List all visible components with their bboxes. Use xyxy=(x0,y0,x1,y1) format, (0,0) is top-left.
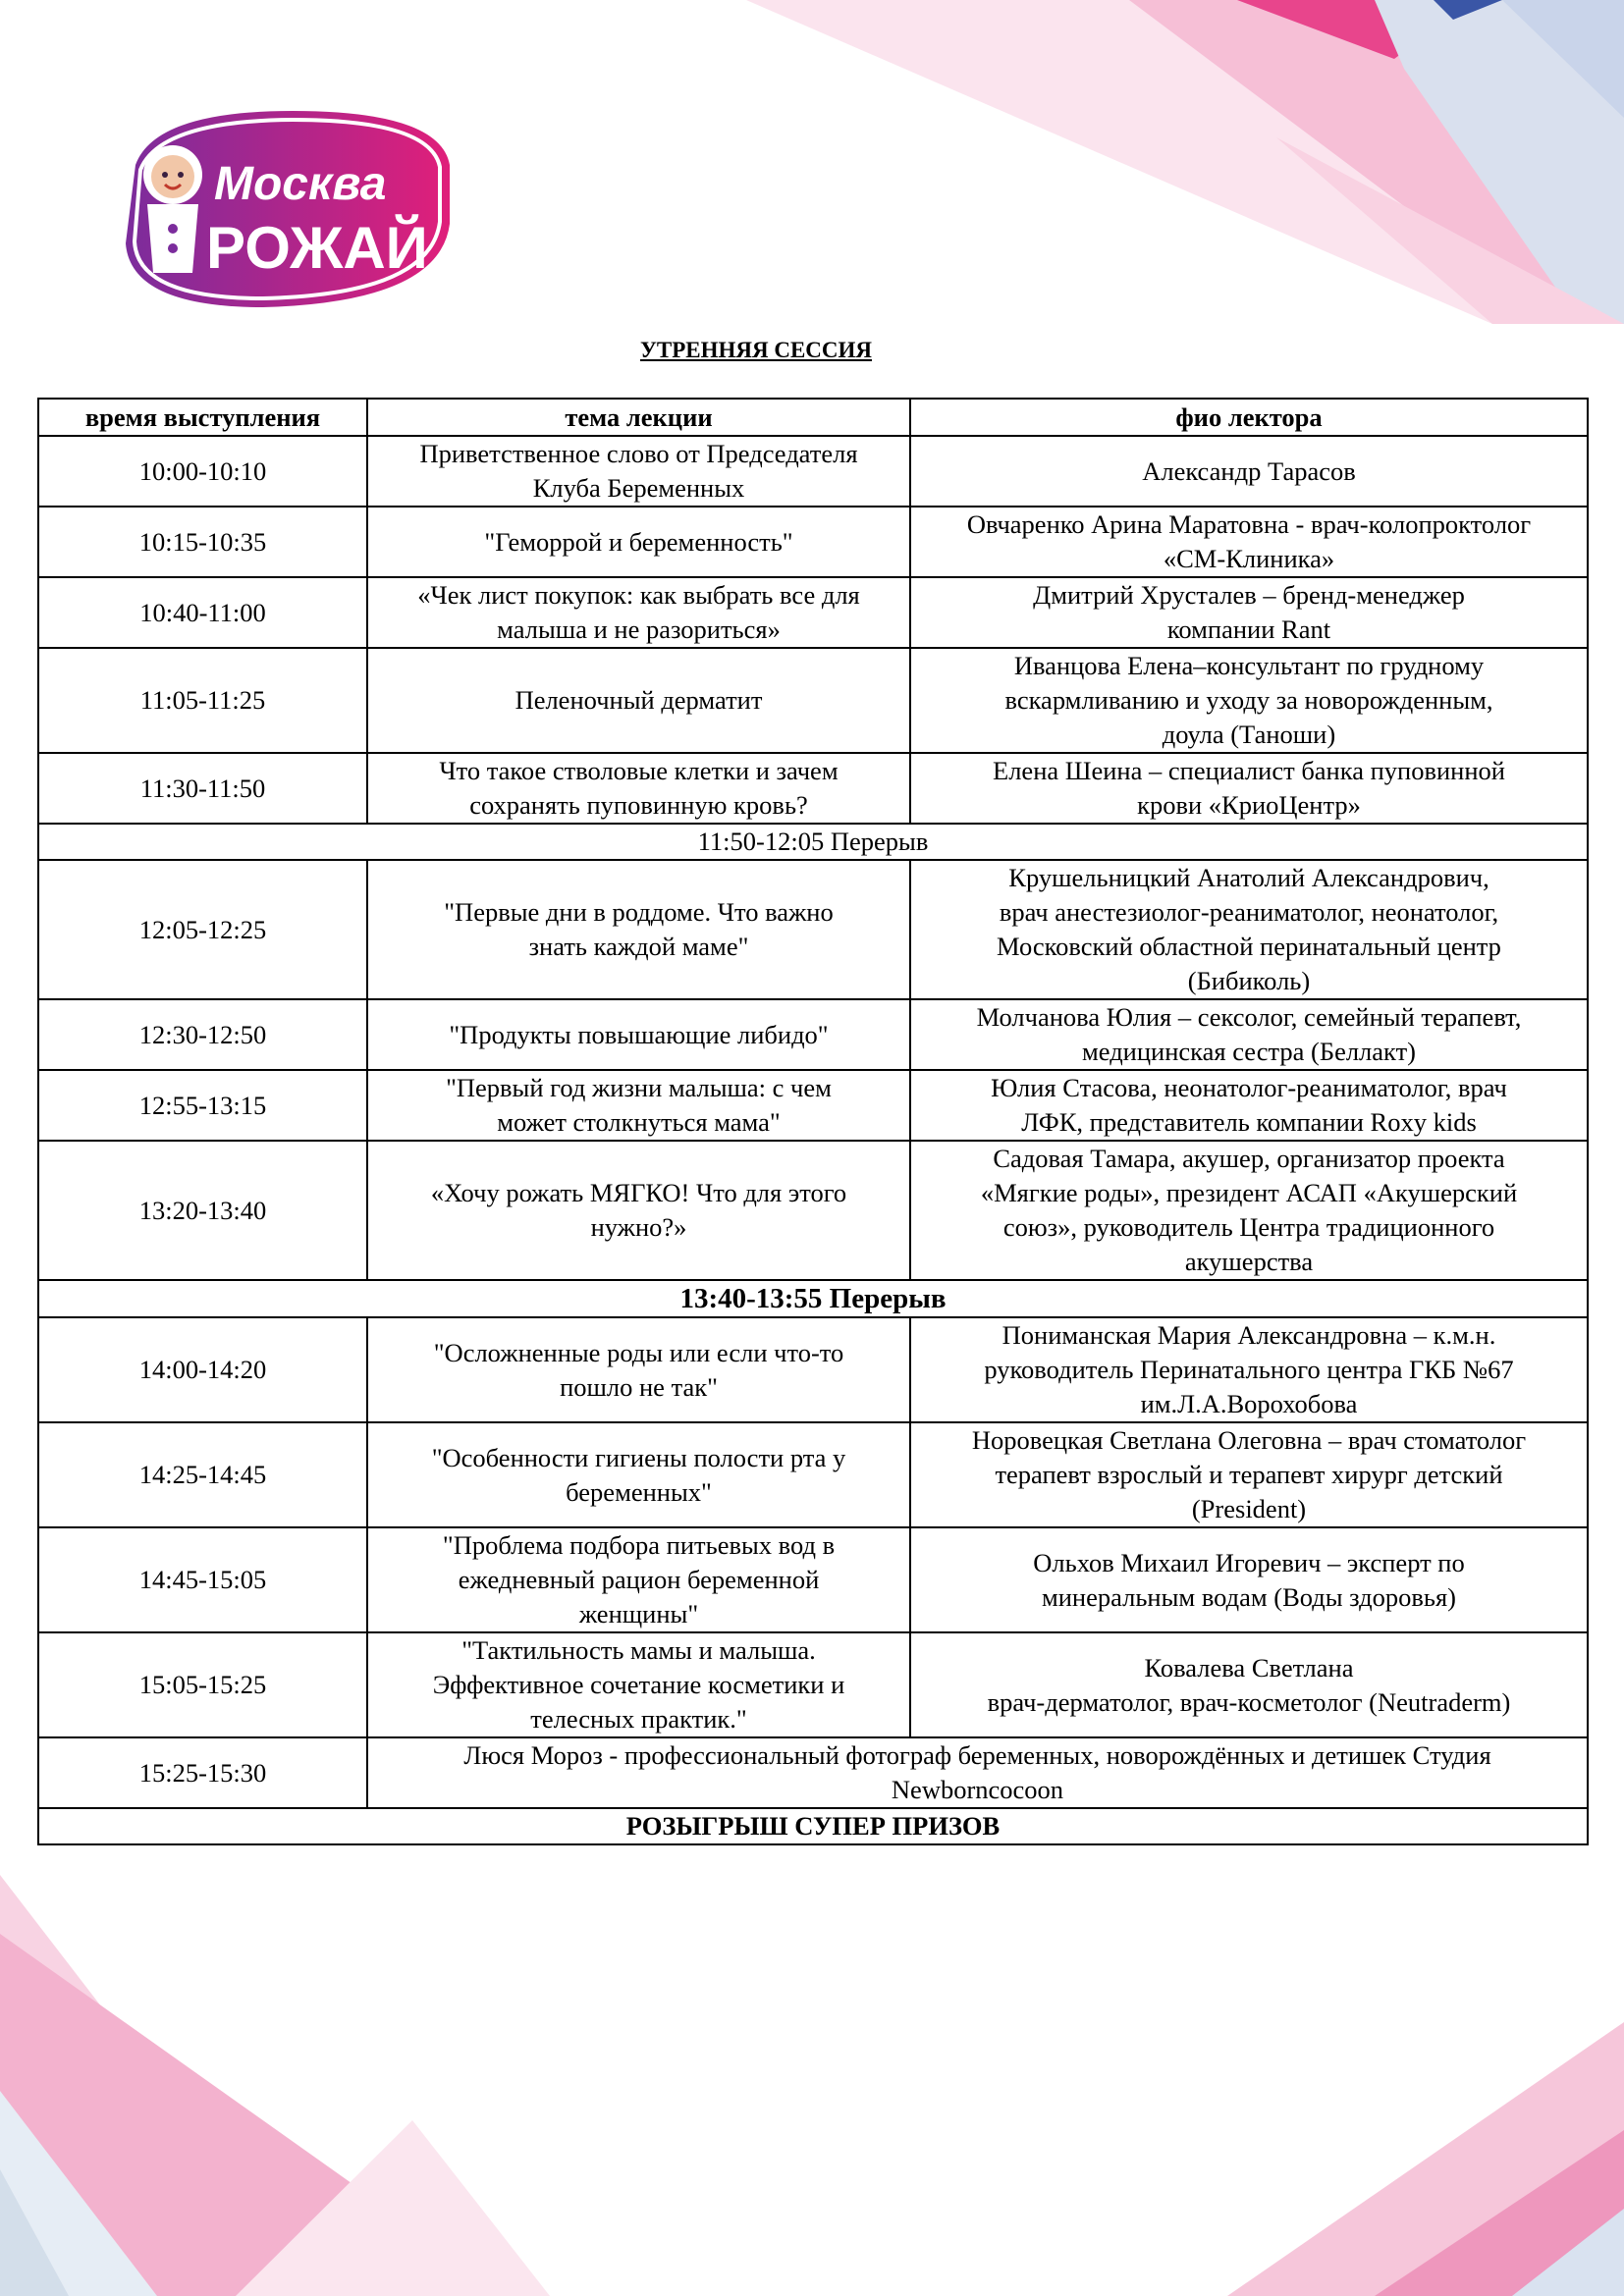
speaker-cell xyxy=(910,1527,1588,1632)
time-cell: 15:25-15:30 xyxy=(38,1737,367,1808)
time-cell: 14:25-14:45 xyxy=(38,1422,367,1527)
merged-line: Newborncocoon xyxy=(891,1775,1064,1804)
speaker-line: Александр Тарасов xyxy=(1142,455,1356,486)
topic-cell xyxy=(367,1422,910,1527)
speaker-cell xyxy=(910,577,1588,648)
topic-line: "Проблема подбора питьевых вод в xyxy=(442,1530,836,1560)
topic-line: «Чек лист покупок: как выбрать все для xyxy=(417,580,860,610)
topic-cell xyxy=(367,753,910,824)
table-row xyxy=(38,648,1588,753)
topic-line: Эффективное сочетание косметики и xyxy=(432,1670,845,1699)
topic-cell xyxy=(367,1070,910,1141)
topic-cell xyxy=(367,999,910,1070)
speaker-cell xyxy=(910,860,1588,999)
topic-cell xyxy=(367,436,910,507)
prize-draw-label: РОЗЫГРЫШ СУПЕР ПРИЗОВ xyxy=(38,1808,1588,1844)
topic-cell xyxy=(367,1141,910,1280)
break-row xyxy=(38,824,1588,860)
topic-line: малыша и не разориться» xyxy=(497,614,781,644)
topic-line: может столкнуться мама" xyxy=(497,1107,781,1137)
speaker-line: компании Rant xyxy=(1166,614,1331,644)
topic-cell xyxy=(367,1317,910,1422)
speaker-line: Ольхов Михаил Игоревич – эксперт по xyxy=(1033,1547,1465,1577)
topic-line: "Особенности гигиены полости рта у xyxy=(431,1442,846,1472)
time-cell: 13:20-13:40 xyxy=(38,1141,367,1280)
topic-line: Приветственное слово от Председателя xyxy=(419,439,858,468)
merged-cell xyxy=(367,1737,1588,1808)
speaker-cell xyxy=(910,753,1588,824)
speaker-line: Юлия Стасова, неонатолог-реаниматолог, врач xyxy=(991,1073,1507,1102)
topic-cell xyxy=(367,1527,910,1632)
table-row xyxy=(38,1737,1588,1808)
topic-line: сохранять пуповинную кровь? xyxy=(469,790,808,820)
speaker-cell xyxy=(910,1141,1588,1280)
speaker-cell xyxy=(910,648,1588,753)
table-row xyxy=(38,999,1588,1070)
table-row xyxy=(38,1422,1588,1527)
topic-line: "Осложненные роды или если что-то xyxy=(433,1337,844,1367)
speaker-line: Овчаренко Арина Маратовна - врач-колопроктолог xyxy=(966,509,1532,539)
header-topic: тема лекции xyxy=(367,399,910,436)
speaker-line: (President) xyxy=(1191,1494,1307,1523)
speaker-line: Иванцова Елена–консультант по грудному xyxy=(1013,651,1485,680)
time-cell: 12:05-12:25 xyxy=(38,860,367,999)
speaker-line: Московский областной перинатальный центр xyxy=(997,932,1501,961)
topic-line: женщины" xyxy=(578,1599,699,1629)
break-row xyxy=(38,1280,1588,1317)
time-cell: 14:00-14:20 xyxy=(38,1317,367,1422)
topic-line: "Первый год жизни малыша: с чем xyxy=(446,1073,832,1102)
speaker-cell xyxy=(910,507,1588,577)
topic-line: пошло не так" xyxy=(560,1371,718,1402)
topic-line: ежедневный рацион беременной xyxy=(458,1565,820,1594)
topic-line: Пеленочный дерматит xyxy=(514,685,763,715)
table-row xyxy=(38,860,1588,999)
table-row xyxy=(38,577,1588,648)
topic-cell xyxy=(367,1632,910,1737)
time-cell: 10:40-11:00 xyxy=(38,577,367,648)
time-cell: 10:00-10:10 xyxy=(38,436,367,507)
speaker-line: Елена Шеина – специалист банка пуповинной xyxy=(993,756,1505,785)
speaker-line: руководитель Перинатального центра ГКБ №67 xyxy=(984,1355,1514,1384)
topic-line: телесных практик." xyxy=(530,1704,747,1734)
speaker-line: Норовецкая Светлана Олеговна – врач стоматолог xyxy=(971,1425,1527,1455)
table-header-row xyxy=(38,399,1588,436)
time-cell: 11:05-11:25 xyxy=(38,648,367,753)
topic-cell xyxy=(367,860,910,999)
speaker-line: (Бибиколь) xyxy=(1187,966,1311,995)
final-row xyxy=(38,1808,1588,1844)
speaker-line: им.Л.А.Ворохобова xyxy=(1140,1389,1358,1418)
speaker-line: Садовая Тамара, акушер, организатор проекта xyxy=(993,1144,1505,1173)
topic-line: "Геморрой и беременность" xyxy=(484,526,793,557)
header-speaker: фио лектора xyxy=(910,399,1588,436)
time-cell: 15:05-15:25 xyxy=(38,1632,367,1737)
topic-line: Что такое стволовые клетки и зачем xyxy=(439,756,839,785)
topic-line: знать каждой маме" xyxy=(528,932,749,961)
schedule-table xyxy=(37,398,1589,1845)
time-cell: 12:30-12:50 xyxy=(38,999,367,1070)
table-row xyxy=(38,1632,1588,1737)
speaker-cell xyxy=(910,1422,1588,1527)
time-cell: 10:15-10:35 xyxy=(38,507,367,577)
table-row xyxy=(38,753,1588,824)
header-time: время выступления xyxy=(38,399,367,436)
table-row xyxy=(38,436,1588,507)
time-cell: 11:30-11:50 xyxy=(38,753,367,824)
topic-line: "Продукты повышающие либидо" xyxy=(449,1019,829,1049)
speaker-line: Ковалева Светлана xyxy=(1144,1652,1354,1682)
speaker-line: врач-дерматолог, врач-косметолог (Neutraderm) xyxy=(987,1686,1511,1717)
table-row xyxy=(38,1141,1588,1280)
topic-line: «Хочу рожать МЯГКО! Что для этого xyxy=(430,1178,847,1207)
logo-text-line2: РОЖАЙ xyxy=(206,215,428,281)
topic-cell xyxy=(367,577,910,648)
merged-line: Люся Мороз - профессиональный фотограф беременных, новорождённых и детишек Студия xyxy=(463,1740,1491,1770)
topic-cell xyxy=(367,648,910,753)
speaker-line: Дмитрий Хрусталев – бренд-менеджер xyxy=(1033,580,1465,610)
speaker-cell xyxy=(910,1070,1588,1141)
baby-icon xyxy=(143,145,202,273)
speaker-line: доула (Таноши) xyxy=(1162,720,1336,749)
speaker-line: минеральным водам (Воды здоровья) xyxy=(1041,1581,1457,1612)
speaker-line: Крушельницкий Анатолий Александрович, xyxy=(1008,863,1489,892)
brand-logo xyxy=(116,106,460,312)
topic-line: беременных" xyxy=(566,1476,712,1507)
table-row xyxy=(38,1317,1588,1422)
time-cell: 12:55-13:15 xyxy=(38,1070,367,1141)
speaker-line: крови «КриоЦентр» xyxy=(1137,790,1361,820)
speaker-line: медицинская сестра (Беллакт) xyxy=(1082,1037,1416,1066)
break-label: 11:50-12:05 Перерыв xyxy=(38,824,1588,860)
table-row xyxy=(38,1070,1588,1141)
speaker-line: врач анестезиолог-реаниматолог, неонатолог, xyxy=(999,897,1499,927)
speaker-line: ЛФК, представитель компании Roxy kids xyxy=(1021,1107,1477,1137)
topic-cell xyxy=(367,507,910,577)
speaker-line: акушерства xyxy=(1184,1247,1314,1276)
speaker-cell xyxy=(910,436,1588,507)
speaker-cell xyxy=(910,1632,1588,1737)
speaker-line: союз», руководитель Центра традиционного xyxy=(1002,1212,1495,1242)
speaker-line: вскармливанию и уходу за новорожденным, xyxy=(1004,685,1493,715)
topic-line: нужно?» xyxy=(590,1212,687,1242)
speaker-line: «СМ-Клиника» xyxy=(1163,544,1335,573)
logo-text-line1: Москва xyxy=(214,158,387,210)
topic-line: "Первые дни в роддоме. Что важно xyxy=(444,897,834,927)
speaker-cell xyxy=(910,999,1588,1070)
time-cell: 14:45-15:05 xyxy=(38,1527,367,1632)
topic-line: "Тактильность мамы и малыша. xyxy=(461,1635,816,1665)
footer-decoration xyxy=(0,1875,1624,2296)
speaker-line: Молчанова Юлия – сексолог, семейный терапевт, xyxy=(976,1002,1522,1032)
break-label: 13:40-13:55 Перерыв xyxy=(38,1280,1588,1317)
table-row xyxy=(38,507,1588,577)
topic-line: Клуба Беременных xyxy=(532,473,745,503)
speaker-line: терапевт взрослый и терапевт хирург детский xyxy=(995,1460,1503,1489)
session-title: УТРЕННЯЯ СЕССИЯ xyxy=(639,338,873,362)
speaker-cell xyxy=(910,1317,1588,1422)
speaker-line: Пониманская Мария Александровна – к.м.н. xyxy=(1001,1320,1496,1350)
table-row xyxy=(38,1527,1588,1632)
speaker-line: «Мягкие роды», президент АСАП «Акушерский xyxy=(980,1178,1518,1207)
